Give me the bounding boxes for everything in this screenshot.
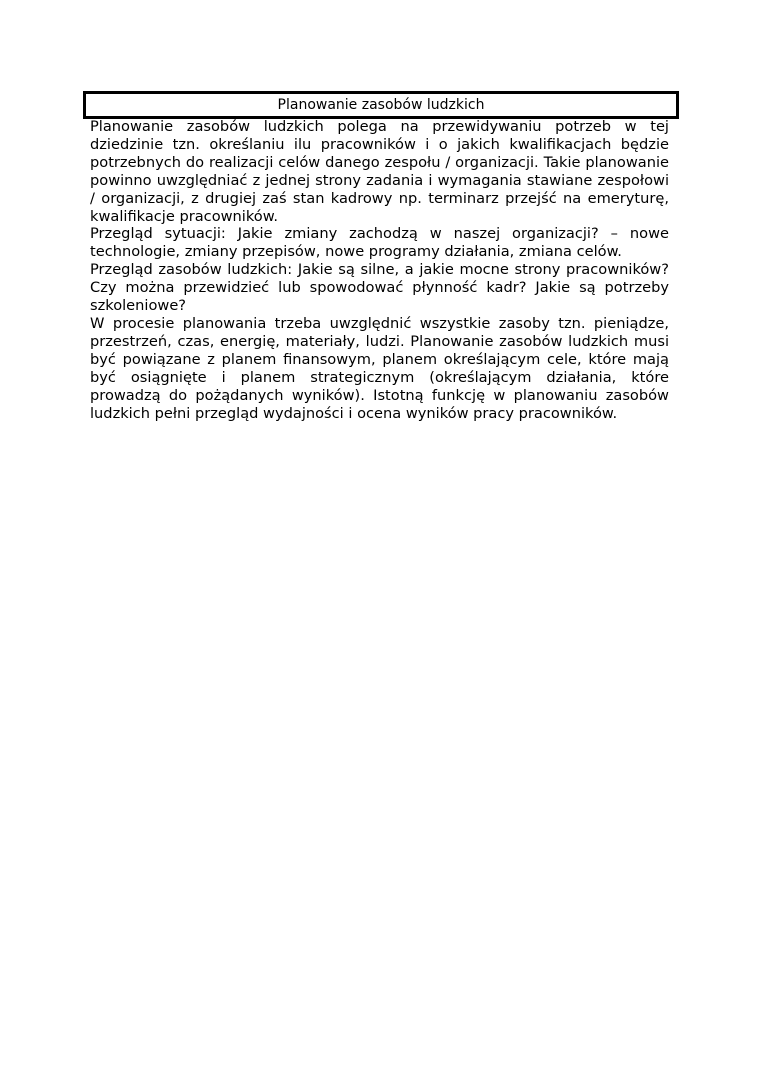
paragraph-planning-process: W procesie planowania trzeba uwzględnić wszystkie zasoby tzn. pieniądze, przestrzeń, czas, energię, materiały, ludzi. Planowanie zasobów ludzkich musi być powiązane z planem finansowym, planem określającym cele, które mają być osiągnięte i planem strategicznym (określającym działania, które prowadzą do pożądanych wyników). Istotną funkcję w planowaniu zasobów ludzkich pełni przegląd wydajności i ocena wyników pracy pracowników. <box>90 314 669 422</box>
document-body <box>90 118 669 422</box>
paragraph-resources-review: Przegląd zasobów ludzkich: Jakie są silne, a jakie mocne strony pracowników? Czy można przewidzieć lub spowodować płynność kadr? Jakie są potrzeby szkoleniowe? <box>90 261 669 315</box>
paragraph-situation-review: Przegląd sytuacji: Jakie zmiany zachodzą w naszej organizacji? – nowe technologie, zmiany przepisów, nowe programy działania, zmiana celów. <box>90 225 669 261</box>
document-title: Planowanie zasobów ludzkich <box>83 91 679 119</box>
paragraph-definition: Planowanie zasobów ludzkich polega na przewidywaniu potrzeb w tej dziedzinie tzn. określaniu ilu pracowników i o jakich kwalifikacjach będzie potrzebnych do realizacji celów danego zespołu / organizacji. Takie planowanie powinno uwzględniać z jednej strony zadania i wymagania stawiane zespołowi / organizacji, z drugiej zaś stan kadrowy np. terminarz przejść na emeryturę, kwalifikacje pracowników. <box>90 118 669 225</box>
